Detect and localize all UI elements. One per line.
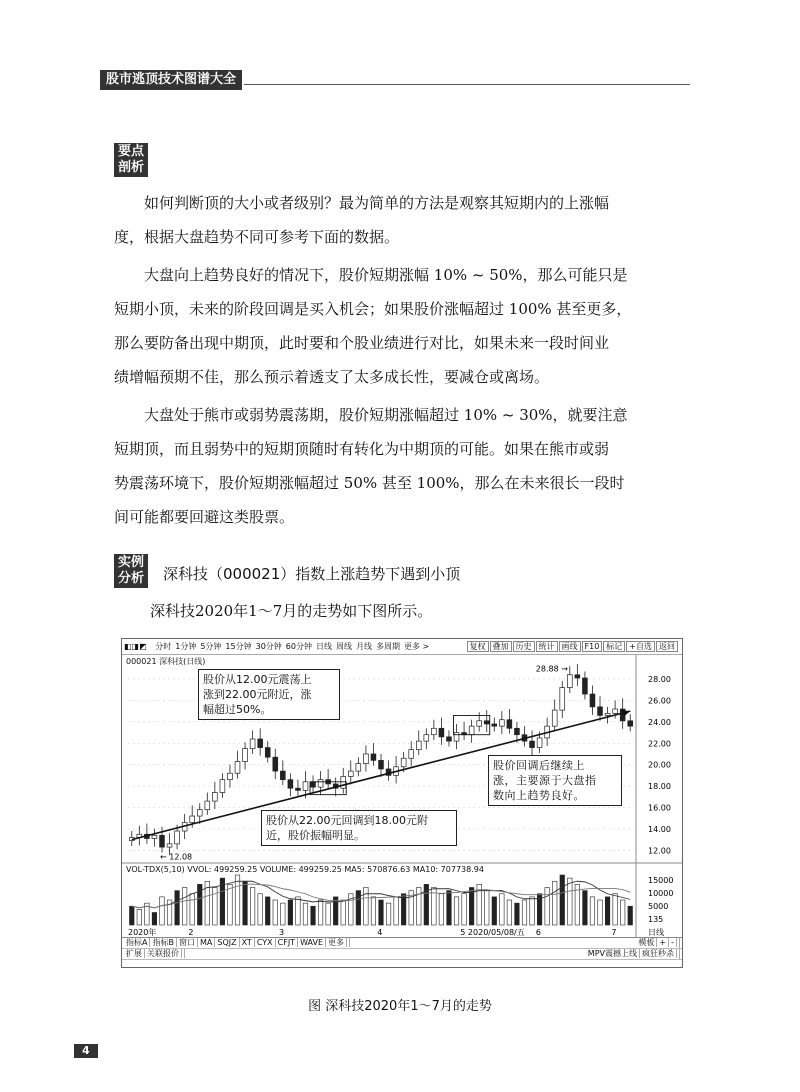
extension-tab[interactable]: 扩展 xyxy=(124,949,145,958)
candle-body xyxy=(341,776,346,788)
candle-body xyxy=(371,754,376,760)
case-study-tag xyxy=(114,554,148,588)
indicator-tab[interactable]: XT xyxy=(240,938,255,947)
candle-body xyxy=(431,728,436,734)
period-tab[interactable]: 多周期 xyxy=(375,642,400,651)
x-tick-label: 4 xyxy=(377,928,383,937)
tool-button[interactable]: 统计 xyxy=(536,641,558,652)
volume-tick-label: 135 xyxy=(648,915,664,924)
volume-bar xyxy=(130,906,135,925)
candle-body xyxy=(212,793,217,802)
candle-body xyxy=(515,728,520,734)
tool-button[interactable]: 标记 xyxy=(603,641,625,652)
x-tick-label: 7 xyxy=(611,928,617,937)
indicator-tab[interactable]: 指标B xyxy=(150,938,177,947)
volume-bar xyxy=(613,894,618,925)
volume-bar xyxy=(394,897,399,925)
volume-bar xyxy=(137,909,142,925)
text-line: 短期顶，而且弱势中的短期顶随时有转化为中期顶的可能。如果在熊市或弱 xyxy=(114,440,610,458)
text-line: 度，根据大盘趋势不同可参考下面的数据。 xyxy=(114,228,400,246)
price-tick-label: 28.00 xyxy=(648,675,671,685)
callout-rise xyxy=(198,669,340,720)
volume-tick-label: 10000 xyxy=(648,889,674,898)
indicator-tab[interactable]: MA xyxy=(198,938,215,947)
volume-tick-label: 15000 xyxy=(648,876,674,885)
volume-bar xyxy=(190,894,195,925)
low-price-label: ← 12.08 xyxy=(159,852,193,862)
volume-bar xyxy=(318,900,323,925)
callout-line: 股价回调后继续上 xyxy=(493,759,585,772)
x-tick-label: 2020年 xyxy=(128,928,157,937)
volume-bar xyxy=(447,891,452,925)
volume-bar xyxy=(484,891,489,925)
candle-body xyxy=(250,739,255,749)
volume-bar xyxy=(462,894,467,925)
volume-bar xyxy=(628,906,633,925)
text-line: 大盘向上趋势良好的情况下，股价短期涨幅 10% ~ 50%，那么可能只是 xyxy=(144,266,628,284)
volume-bar xyxy=(439,894,444,925)
volume-legend: VOL-TDX(5,10) VVOL: 499259.25 VOLUME: 499259.25 MA5: 570876.63 MA10: 707738.94 xyxy=(126,865,484,874)
candle-body xyxy=(499,720,504,726)
candle-body xyxy=(296,788,301,790)
tool-button[interactable]: 复权 xyxy=(467,641,489,652)
volume-bar xyxy=(160,897,165,925)
volume-bar xyxy=(341,900,346,925)
callout-pullback xyxy=(261,810,457,846)
chart-title: 000021 深科技(日线) xyxy=(126,657,206,666)
price-tick-label: 20.00 xyxy=(648,760,671,770)
volume-bar xyxy=(311,906,316,925)
volume-bar xyxy=(228,884,233,925)
price-tick-label: 12.00 xyxy=(648,846,671,856)
candle-body xyxy=(598,707,603,716)
candle-body xyxy=(167,844,172,847)
indicator-tab[interactable]: 指标A xyxy=(124,938,150,947)
tag-line: 实例 xyxy=(118,555,145,570)
volume-bar xyxy=(326,903,331,925)
volume-bar xyxy=(281,903,286,925)
volume-bar xyxy=(454,897,459,925)
stock-chart xyxy=(121,638,683,968)
volume-bar xyxy=(583,891,588,925)
volume-bar xyxy=(469,888,474,926)
price-tick-label: 22.00 xyxy=(648,739,671,749)
volume-bar xyxy=(545,888,550,926)
period-tab[interactable]: 分时 xyxy=(155,642,172,651)
indicator-tab[interactable]: CYX xyxy=(255,938,276,947)
volume-bar xyxy=(492,897,497,925)
volume-bar xyxy=(250,888,255,926)
period-tab[interactable]: 15分钟 xyxy=(225,642,252,651)
volume-bar xyxy=(590,897,595,925)
indicator-tab[interactable]: 更多 xyxy=(326,938,347,947)
x-tick-label: 2 xyxy=(188,928,194,937)
template-button[interactable]: + xyxy=(657,938,669,947)
candle-body xyxy=(560,688,565,710)
promo-tab[interactable]: 疯狂秒杀 xyxy=(640,949,677,958)
period-tab[interactable]: 周线 xyxy=(335,642,352,651)
tag-line: 剖析 xyxy=(118,160,145,175)
callout-line: 数向上趋势良好。 xyxy=(493,789,585,802)
volume-tick-label: 5000 xyxy=(648,902,669,911)
price-tick-label: 18.00 xyxy=(648,782,671,792)
candle-body xyxy=(288,780,293,789)
text-line: 短期小顶，未来的阶段回调是买入机会；如果股价涨幅超过 100% 甚至更多， xyxy=(114,300,632,318)
volume-bar xyxy=(500,894,505,925)
callout-line: 股价从22.00元回调到18.00元附 xyxy=(266,814,428,827)
volume-bar xyxy=(364,888,369,926)
text-line: 间可能都要回避这类股票。 xyxy=(114,508,295,526)
candle-body xyxy=(273,757,278,771)
candle-body xyxy=(190,816,195,822)
book-title: 股市逃顶技术图谱大全 xyxy=(100,70,242,90)
x-tick-label: 5 2020/05/08/五 xyxy=(460,928,525,937)
volume-bar xyxy=(371,897,376,925)
candle-body xyxy=(575,675,580,678)
price-tick-label: 16.00 xyxy=(648,803,671,813)
volume-bar xyxy=(152,913,157,926)
volume-bar xyxy=(235,875,240,925)
chart-bottom-tabs xyxy=(122,937,682,968)
volume-bar xyxy=(258,894,263,925)
candle-body xyxy=(379,760,384,769)
bottom-row-2 xyxy=(122,949,682,960)
candle-body xyxy=(303,782,308,791)
volume-bar xyxy=(265,897,270,925)
price-tick-label: 24.00 xyxy=(648,717,671,727)
candle-body xyxy=(363,754,368,764)
volume-bar xyxy=(522,900,527,925)
period-tab[interactable]: 30分钟 xyxy=(255,642,282,651)
volume-bar xyxy=(175,891,180,925)
candle-body xyxy=(401,758,406,767)
volume-bar xyxy=(560,875,565,925)
candle-body xyxy=(280,771,285,780)
tool-button[interactable]: F10 xyxy=(582,641,603,652)
volume-bar xyxy=(303,903,308,925)
candle-body xyxy=(160,835,165,847)
candle-body xyxy=(152,835,157,838)
x-tick-label: 3 xyxy=(279,928,285,937)
candle-body xyxy=(484,721,489,724)
volume-bar xyxy=(296,897,301,925)
template-button[interactable]: 模板 xyxy=(636,938,657,947)
candle-body xyxy=(477,721,482,726)
candle-body xyxy=(235,761,240,773)
candle-body xyxy=(469,726,474,735)
price-tick-label: 14.00 xyxy=(648,824,671,834)
candle-body xyxy=(416,741,421,750)
candle-body xyxy=(507,720,512,729)
extension-tabs xyxy=(122,949,185,958)
period-label: 日线 xyxy=(648,928,664,937)
x-tick-label: 6 xyxy=(535,928,541,937)
callout-line: 幅超过50%。 xyxy=(203,703,272,716)
candle-body xyxy=(258,739,263,748)
indicator-tab[interactable]: 窗口 xyxy=(177,938,198,947)
candle-body xyxy=(530,741,535,747)
period-tab[interactable]: 更多 > xyxy=(403,642,430,651)
promo-tabs xyxy=(584,949,680,959)
candle-body xyxy=(424,735,429,741)
candle-body xyxy=(447,737,452,741)
callout-line: 涨，主要源于大盘指 xyxy=(493,774,597,787)
candle-body xyxy=(409,750,414,759)
volume-bar xyxy=(507,900,512,925)
volume-bar xyxy=(530,897,535,925)
candle-body xyxy=(567,675,572,688)
callout-line: 股价从12.00元震荡上 xyxy=(203,673,312,686)
candle-body xyxy=(590,694,595,707)
indicator-tabs xyxy=(122,938,350,947)
paragraph-1 xyxy=(114,186,690,254)
volume-bar xyxy=(620,900,625,925)
volume-bar xyxy=(386,903,391,925)
header-rule xyxy=(244,84,690,85)
toolbar-icons: ◧◨◩ xyxy=(124,642,147,651)
candle-body xyxy=(197,810,202,816)
volume-bar xyxy=(273,900,278,925)
volume-bar xyxy=(182,888,187,926)
volume-bar xyxy=(568,878,573,925)
paragraph-2 xyxy=(114,258,690,394)
candle-body xyxy=(175,831,180,844)
candle-body xyxy=(265,748,270,758)
case-title: 深科技（000021）指数上涨趋势下遇到小顶 xyxy=(163,565,461,583)
indicator-tab[interactable]: WAVE xyxy=(298,938,326,947)
template-buttons xyxy=(634,938,680,948)
extension-tab[interactable]: 关联报价 xyxy=(145,949,182,958)
tag-line: 分析 xyxy=(118,571,145,586)
volume-bar xyxy=(552,881,557,925)
volume-bar xyxy=(598,900,603,925)
page-number: 4 xyxy=(74,1044,98,1058)
period-tab[interactable]: 1分钟 xyxy=(175,642,197,651)
paragraph-3 xyxy=(114,398,690,534)
candle-body xyxy=(243,749,248,762)
indicator-tab[interactable]: CFJT xyxy=(276,938,298,947)
text-line: 势震荡环境下，股价短期涨幅超过 50% 甚至 100%，那么在未来很长一段时 xyxy=(114,474,625,492)
text-line: 那么要防备出现中期顶，此时要和个股业绩进行对比，如果未来一段时间业 xyxy=(114,334,610,352)
tool-button[interactable]: 叠加 xyxy=(490,641,512,652)
volume-bar xyxy=(605,897,610,925)
tool-button[interactable]: 历史 xyxy=(513,641,535,652)
candle-body xyxy=(228,773,233,779)
template-button[interactable]: - xyxy=(669,938,677,947)
bottom-row-1 xyxy=(122,938,682,949)
candle-body xyxy=(628,721,633,726)
candle-body xyxy=(205,801,210,810)
candle-body xyxy=(613,709,618,713)
candle-body xyxy=(492,724,497,726)
candle-body xyxy=(605,713,610,715)
high-price-label: 28.88 → xyxy=(535,664,568,674)
text-line: 绩增幅预期不佳，那么预示着透支了太多成长性，要减仓或离场。 xyxy=(114,368,550,386)
candle-body xyxy=(220,780,225,793)
candle-body xyxy=(552,710,557,726)
candle-body xyxy=(318,780,323,787)
candle-body xyxy=(582,678,587,694)
candle-body xyxy=(348,771,353,776)
volume-bar xyxy=(379,900,384,925)
period-tab[interactable]: 60分钟 xyxy=(285,642,312,651)
callout-line: 近，股价振幅明显。 xyxy=(266,829,365,842)
figure-caption: 图 深科技2020年1～7月的走势 xyxy=(308,999,492,1014)
case-subtitle: 深科技2020年1～7月的走势如下图所示。 xyxy=(150,602,433,620)
text-line: 如何判断顶的大小或者级别？最为简单的方法是观察其短期内的上涨幅 xyxy=(144,194,610,212)
volume-bar xyxy=(515,903,520,925)
promo-tab[interactable]: MPV震撼上线 xyxy=(586,949,640,958)
key-points-tag xyxy=(114,143,148,177)
candle-body xyxy=(311,782,316,787)
volume-bar xyxy=(243,881,248,925)
candle-body xyxy=(454,733,459,742)
period-tab[interactable]: 月线 xyxy=(355,642,372,651)
indicator-tab[interactable]: SQJZ xyxy=(215,938,239,947)
tool-button[interactable]: 返回 xyxy=(656,641,678,652)
period-tab[interactable]: 5分钟 xyxy=(200,642,222,651)
callout-line: 涨到22.00元附近，涨 xyxy=(203,688,312,701)
text-line: 大盘处于熊市或弱势震荡期，股价短期涨幅超过 10% ~ 30%，就要注意 xyxy=(144,406,628,424)
volume-bar xyxy=(288,900,293,925)
period-tab[interactable]: 日线 xyxy=(315,642,332,651)
price-tick-label: 26.00 xyxy=(648,696,671,706)
candle-body xyxy=(356,764,361,771)
tag-line: 要点 xyxy=(118,144,145,159)
tool-button[interactable]: +自选 xyxy=(626,641,655,652)
callout-continue xyxy=(488,755,622,806)
candle-body xyxy=(439,728,444,737)
tool-button[interactable]: 画线 xyxy=(559,641,581,652)
candle-body xyxy=(537,738,542,748)
